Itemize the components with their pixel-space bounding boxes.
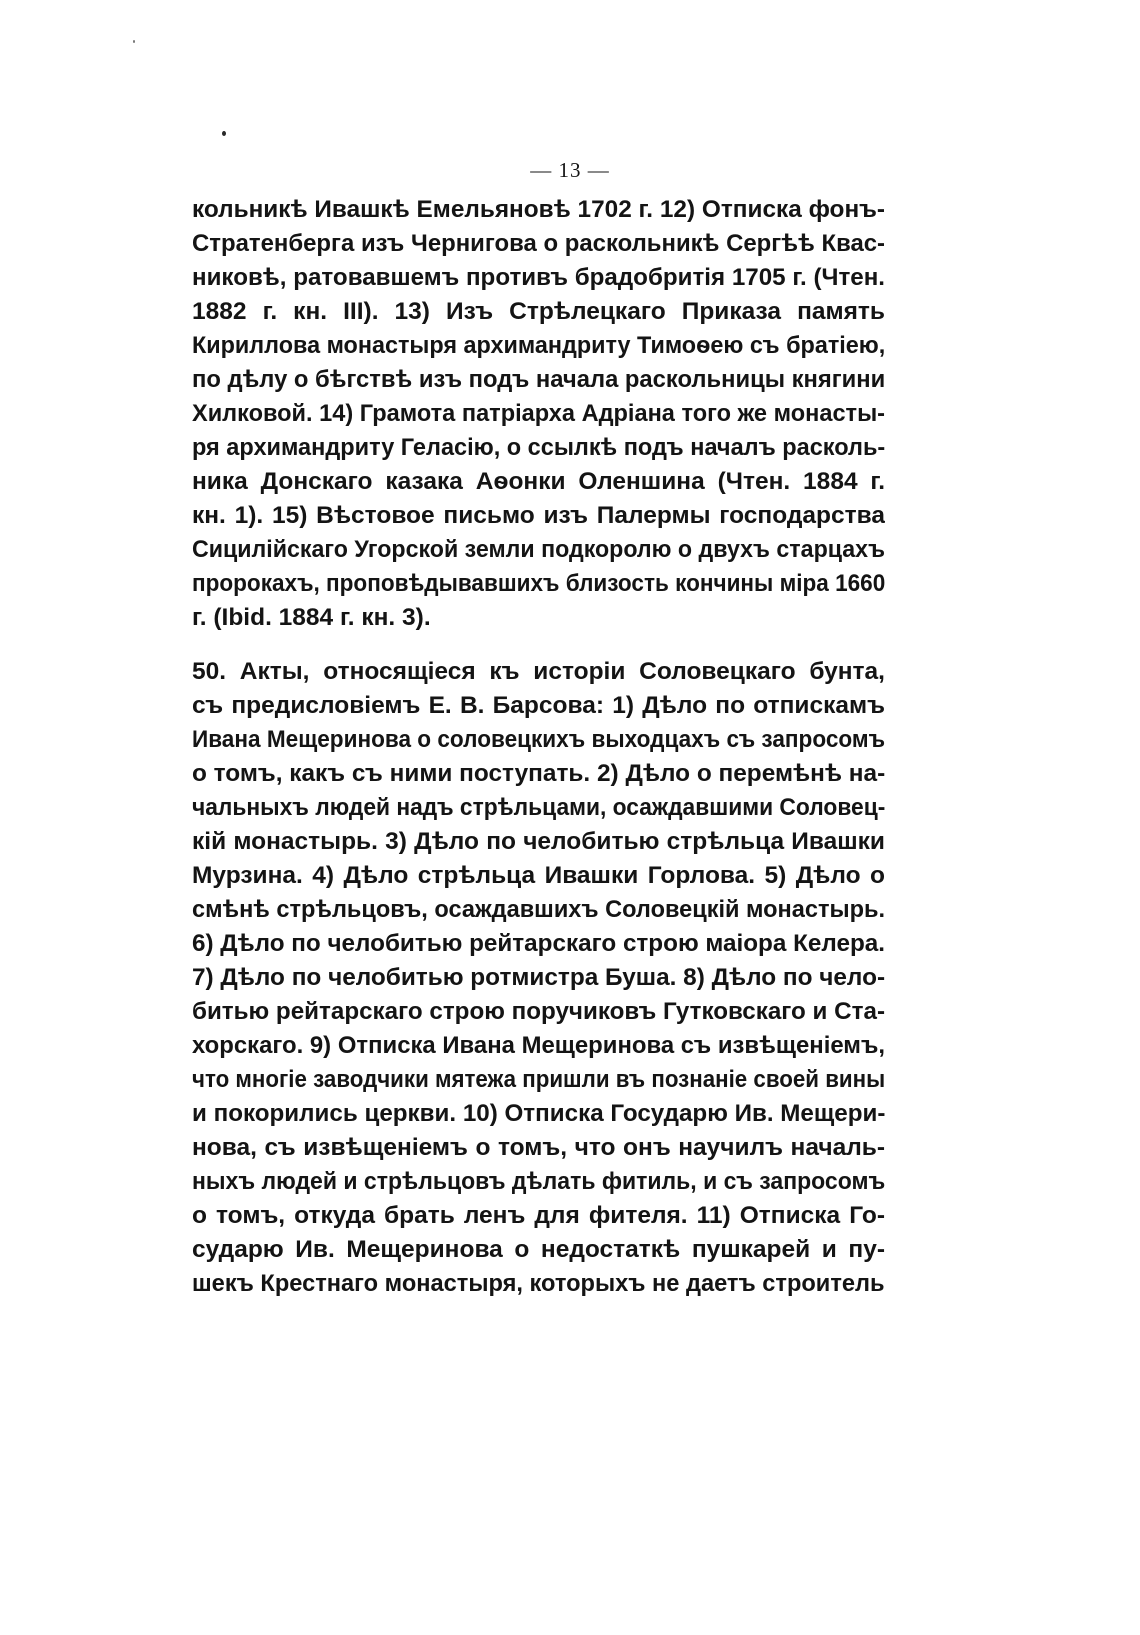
text-line: 50. Акты, относящіеся къ исторіи Соловецкаго бунта, xyxy=(192,658,885,685)
text-line: съ предисловіемъ Е. В. Барсова: 1) Дѣло по отпискамъ xyxy=(192,692,885,719)
text-line: ря архимандриту Геласію, о ссылкѣ подъ началъ расколь- xyxy=(192,434,885,461)
text-line: 7) Дѣло по челобитью ротмистра Буша. 8) Дѣло по чело- xyxy=(192,964,886,991)
text-line: Кириллова монастыря архимандриту Тимоѳею съ братіею, xyxy=(192,332,885,359)
text-line: Стратенберга изъ Чернигова о раскольникѣ Сергѣѣ Квас- xyxy=(192,230,886,257)
text-line: о томъ, откуда брать ленъ для фителя. 11) Отписка Го- xyxy=(192,1202,885,1229)
text-line: по дѣлу о бѣгствѣ изъ подъ начала раскольницы княгини xyxy=(192,366,886,393)
text-line: Хилковой. 14) Грамота патріарха Адріана того же монасты- xyxy=(192,400,886,427)
text-line: 6) Дѣло по челобитью рейтарскаго строю маіора Келера. xyxy=(192,930,885,957)
text-line: Сицилійскаго Угорской земли подкоролю о двухъ старцахъ xyxy=(192,536,885,563)
text-line: битью рейтарскаго строю поручиковъ Гутковскаго и Ста- xyxy=(192,998,886,1025)
text-line: 1882 г. кн. III). 13) Изъ Стрѣлецкаго Приказа память xyxy=(192,298,885,325)
paragraph-item-50 xyxy=(192,655,885,1301)
text-line: нова, съ извѣщеніемъ о томъ, что онъ научилъ началь- xyxy=(192,1134,885,1161)
text-line: Ивана Мещеринова о соловецкихъ выходцахъ съ запросомъ xyxy=(192,726,885,753)
text-line: ника Донскаго казака Аѳонки Оленшина (Чтен. 1884 г. xyxy=(192,468,885,495)
scan-speck xyxy=(133,40,135,43)
text-line: пророкахъ, проповѣдывавшихъ близость кончины міра 1660 xyxy=(192,570,885,597)
text-line: сударю Ив. Мещеринова о недостаткѣ пушкарей и пу- xyxy=(192,1236,885,1263)
text-line: хорскаго. 9) Отписка Ивана Мещеринова съ извѣщеніемъ, xyxy=(192,1032,886,1059)
text-line: никовѣ, ратовавшемъ противъ брадобритія 1705 г. (Чтен. xyxy=(192,264,886,291)
text-line: шекъ Крестнаго монастыря, которыхъ не даетъ строитель xyxy=(192,1270,885,1297)
text-line: ныхъ людей и стрѣльцовъ дѣлать фитиль, и съ запросомъ xyxy=(192,1168,885,1195)
text-line: и покорились церкви. 10) Отписка Государю Ив. Мещери- xyxy=(192,1100,886,1127)
scan-speck xyxy=(222,131,226,136)
text-line: Мурзина. 4) Дѣло стрѣльца Ивашки Горлова. 5) Дѣло о xyxy=(192,862,885,889)
text-line: кольникѣ Ивашкѣ Емельяновѣ 1702 г. 12) Отписка фонъ- xyxy=(192,196,886,223)
text-line: о томъ, какъ съ ними поступать. 2) Дѣло о перемѣнѣ на- xyxy=(192,760,886,787)
text-line: г. (Ibid. 1884 г. кн. 3). xyxy=(192,604,431,631)
text-line: смѣнѣ стрѣльцовъ, осаждавшихъ Соловецкій монастырь. xyxy=(192,896,886,923)
text-line: чальныхъ людей надъ стрѣльцами, осаждавшими Соловец- xyxy=(192,794,885,821)
text-line: кн. 1). 15) Вѣстовое письмо изъ Палермы господарства xyxy=(192,502,885,529)
text-line: кій монастырь. 3) Дѣло по челобитью стрѣльца Ивашки xyxy=(192,828,885,855)
page-number: — 13 — xyxy=(530,158,610,182)
paragraph-continued xyxy=(192,193,885,635)
text-line: что многіе заводчики мятежа пришли въ познаніе своей вины xyxy=(192,1066,885,1093)
